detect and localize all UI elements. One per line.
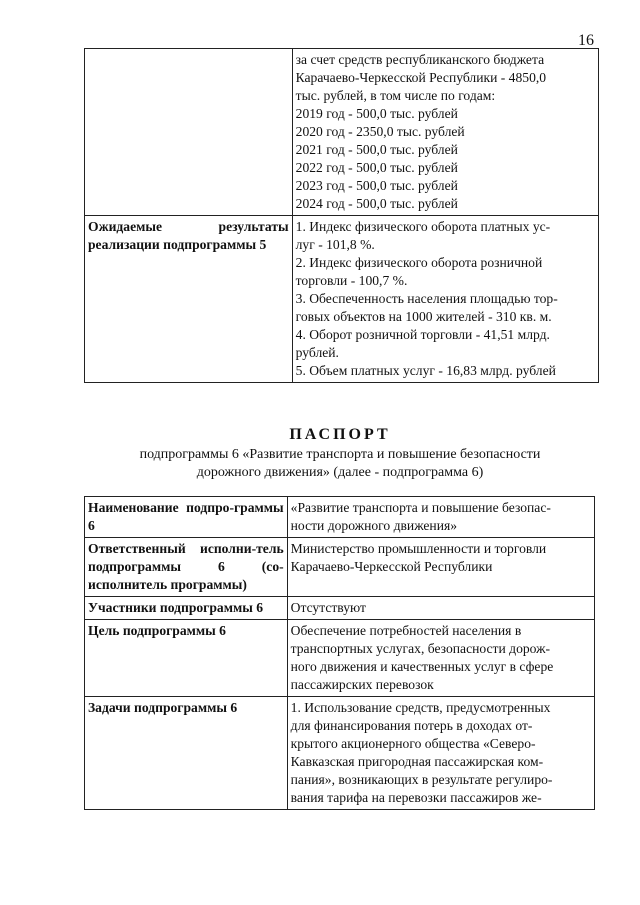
table-value-cell [287, 597, 594, 620]
value-line: транспортных услугах, безопасности дорож- [290, 641, 551, 656]
value-line: 2. Индекс физического оборота розничной [295, 255, 543, 270]
value-line: тыс. рублей, в том числе по годам: [295, 88, 496, 103]
value-line: пассажирских перевозок [290, 677, 434, 692]
value-line: торговли - 100,7 %. [295, 273, 408, 288]
value-line: 5. Объем платных услуг - 16,83 млрд. рублей [295, 363, 556, 378]
passport-table [84, 496, 595, 810]
table-label-cell [85, 49, 293, 216]
value-line: Обеспечение потребностей населения в [290, 623, 522, 638]
passport-heading [90, 426, 590, 482]
passport-subtitle-line: подпрограммы 6 «Развитие транспорта и повышение безопасности [139, 447, 541, 462]
table-row [85, 497, 595, 538]
page-number: 16 [578, 32, 594, 49]
value-line: 2020 год - 2350,0 тыс. рублей [295, 124, 465, 139]
value-line: «Развитие транспорта и повышение безопас- [290, 500, 551, 515]
table-value-cell [287, 497, 594, 538]
value-line: 4. Оборот розничной торговли - 41,51 млрд. [295, 327, 550, 342]
value-line: 2024 год - 500,0 тыс. рублей [295, 196, 458, 211]
table-label-cell: Ответственный исполни-тель подпрограммы 6 (со-исполнитель программы) [85, 538, 288, 597]
funding-results-table [84, 48, 599, 383]
passport-subtitle-line: дорожного движения» (далее - подпрограмма 6) [196, 465, 484, 480]
value-line: говых объектов на 1000 жителей - 310 кв. м. [295, 309, 552, 324]
passport-title: ПАСПОРТ [289, 426, 391, 443]
table-row [85, 216, 599, 383]
table-row [85, 49, 599, 216]
value-line: пания», возникающих в результате регулиро- [290, 772, 553, 787]
table-label-cell: Наименование подпро-граммы 6 [85, 497, 288, 538]
value-line: 1. Индекс физического оборота платных ус- [295, 219, 551, 234]
value-line: Отсутствуют [290, 600, 366, 615]
value-line: 2019 год - 500,0 тыс. рублей [295, 106, 458, 121]
value-line: 2022 год - 500,0 тыс. рублей [295, 160, 458, 175]
table-value-cell [287, 620, 594, 697]
table-row [85, 697, 595, 810]
value-line: Карачаево-Черкесской Республики [290, 559, 493, 574]
table-label-cell: Ожидаемые результаты реализации подпрограммы 5 [85, 216, 293, 383]
value-line: луг - 101,8 %. [295, 237, 375, 252]
table-row [85, 597, 595, 620]
value-line: 2021 год - 500,0 тыс. рублей [295, 142, 458, 157]
value-line: рублей. [295, 345, 339, 360]
value-line: вания тарифа на перевозки пассажиров же- [290, 790, 542, 805]
table-value-cell [292, 49, 598, 216]
table-row [85, 538, 595, 597]
value-line: Министерство промышленности и торговли [290, 541, 547, 556]
value-line: крытого акционерного общества «Северо- [290, 736, 536, 751]
table-label-cell: Участники подпрограммы 6 [85, 597, 288, 620]
value-line: Карачаево-Черкесской Республики - 4850,0 [295, 70, 547, 85]
table-label-cell: Цель подпрограммы 6 [85, 620, 288, 697]
table-label-cell: Задачи подпрограммы 6 [85, 697, 288, 810]
value-line: за счет средств республиканского бюджета [295, 52, 545, 67]
value-line: для финансирования потерь в доходах от- [290, 718, 533, 733]
table-value-cell [287, 697, 594, 810]
value-line: 2023 год - 500,0 тыс. рублей [295, 178, 458, 193]
value-line: ности дорожного движения» [290, 518, 458, 533]
table-value-cell [287, 538, 594, 597]
value-line: 1. Использование средств, предусмотренных [290, 700, 551, 715]
table-row [85, 620, 595, 697]
value-line: ного движения и качественных услуг в сфере [290, 659, 554, 674]
value-line: Кавказская пригородная пассажирская ком- [290, 754, 544, 769]
table-value-cell [292, 216, 598, 383]
value-line: 3. Обеспеченность населения площадью тор- [295, 291, 558, 306]
